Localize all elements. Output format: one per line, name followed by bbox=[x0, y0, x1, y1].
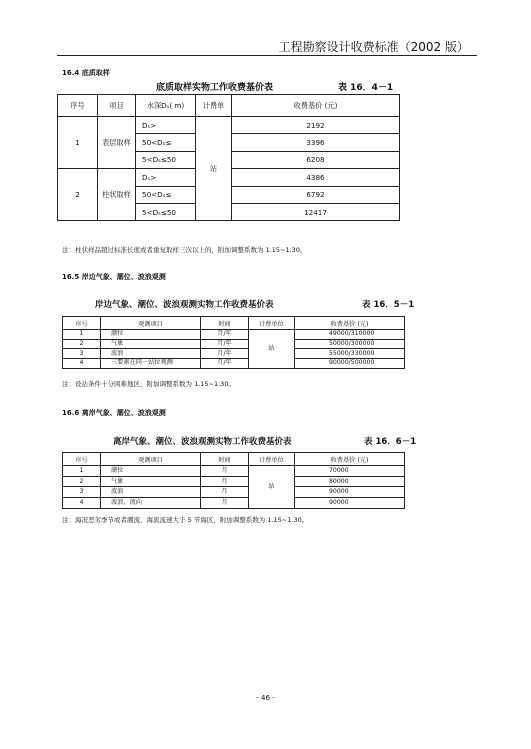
table-header-row bbox=[63, 317, 405, 330]
table-row bbox=[58, 117, 400, 134]
row-item: 波浪 bbox=[101, 487, 201, 498]
base-fee: 90000/500000 bbox=[295, 359, 405, 369]
table-row bbox=[63, 349, 405, 359]
page-number: - 46 - bbox=[256, 694, 275, 702]
table-caption-16-5: 岸边气象、潮位、波浪观测实物工作收费基价表 bbox=[95, 300, 274, 310]
table-number-16-5: 表 16．5－1 bbox=[362, 300, 415, 310]
row-time: 月 bbox=[201, 476, 249, 487]
table-16-4 bbox=[57, 94, 400, 221]
base-fee: 12417 bbox=[232, 203, 400, 220]
table-header-row bbox=[63, 453, 405, 466]
depth-range: 50<Dₛ≤ bbox=[136, 186, 196, 203]
base-fee: 2192 bbox=[232, 117, 400, 134]
column-header: 时间 bbox=[201, 453, 249, 466]
table-row bbox=[63, 466, 405, 477]
row-item: 气象 bbox=[101, 476, 201, 487]
row-number: 1 bbox=[63, 330, 101, 340]
table-caption-16-6: 离岸气象、潮位、波浪观测实物工作收费基价表 bbox=[113, 437, 292, 447]
row-time: 月 bbox=[201, 466, 249, 477]
column-header: 计费单位 bbox=[249, 453, 295, 466]
table-row bbox=[63, 476, 405, 487]
row-item: 表层取样 bbox=[98, 117, 136, 169]
table-number-16-4: 表 16．4－1 bbox=[338, 83, 394, 93]
column-header: 序号 bbox=[63, 317, 101, 330]
row-number: 1 bbox=[58, 117, 98, 169]
row-item: 波浪 bbox=[101, 349, 201, 359]
base-fee: 70000 bbox=[295, 466, 405, 477]
column-header: 序号 bbox=[63, 453, 101, 466]
depth-range: 50<Dₛ≤ bbox=[136, 134, 196, 151]
base-fee: 90000 bbox=[295, 487, 405, 498]
base-fee: 55000/330000 bbox=[295, 349, 405, 359]
row-item: 气象 bbox=[101, 339, 201, 349]
column-header: 时间 bbox=[201, 317, 249, 330]
section-heading-16-5: 16.5 岸边气象、潮位、波浪观测 bbox=[62, 273, 166, 281]
table-row bbox=[63, 339, 405, 349]
base-fee: 49000/310000 bbox=[295, 330, 405, 340]
page-header-title: 工程勘察设计收费标准（2002 版） bbox=[278, 40, 469, 54]
header-divider bbox=[57, 55, 477, 56]
row-number: 4 bbox=[63, 498, 101, 509]
base-fee: 3396 bbox=[232, 134, 400, 151]
row-number: 2 bbox=[63, 476, 101, 487]
table-16-6 bbox=[62, 452, 405, 509]
column-header: 收费基价 (元) bbox=[295, 453, 405, 466]
base-fee: 6792 bbox=[232, 186, 400, 203]
column-header: 序号 bbox=[58, 95, 98, 117]
row-number: 3 bbox=[63, 487, 101, 498]
row-time: 月/年 bbox=[201, 330, 249, 340]
table-header-row bbox=[58, 95, 400, 117]
row-time: 月/年 bbox=[201, 339, 249, 349]
section-heading-16-6: 16.6 离岸气象、潮位、波浪观测 bbox=[62, 409, 166, 417]
table-caption-16-4: 底质取样实物工作收费基价表 bbox=[156, 83, 274, 93]
billing-unit: 站 bbox=[196, 117, 232, 221]
column-header: 观测项目 bbox=[101, 317, 201, 330]
table-16-5 bbox=[62, 316, 405, 369]
column-header: 收费基价 (元) bbox=[295, 317, 405, 330]
table-row bbox=[63, 330, 405, 340]
row-item: 柱状取样 bbox=[98, 169, 136, 221]
column-header: 水深Dₛ( m) bbox=[136, 95, 196, 117]
table-note-16-4: 注：柱状样品超过标准长度或者重复取样三次以上的，附加调整系数为 1.15~1.30。 bbox=[62, 246, 307, 254]
billing-unit: 站 bbox=[249, 330, 295, 369]
base-fee: 80000 bbox=[295, 476, 405, 487]
row-number: 3 bbox=[63, 349, 101, 359]
table-number-16-6: 表 16．6－1 bbox=[364, 437, 417, 447]
row-item: 潮位 bbox=[101, 466, 201, 477]
row-number: 2 bbox=[58, 169, 98, 221]
base-fee: 50000/300000 bbox=[295, 339, 405, 349]
depth-range: Dₛ> bbox=[136, 117, 196, 134]
depth-range: 5<Dₛ≤50 bbox=[136, 151, 196, 168]
section-heading-16-4: 16.4 底质取样 bbox=[62, 69, 110, 77]
table-row bbox=[63, 498, 405, 509]
column-header: 观测项目 bbox=[101, 453, 201, 466]
table-row bbox=[63, 487, 405, 498]
row-time: 月 bbox=[201, 487, 249, 498]
row-number: 4 bbox=[63, 359, 101, 369]
column-header: 计费单 bbox=[196, 95, 232, 117]
row-number: 2 bbox=[63, 339, 101, 349]
depth-range: Dₛ> bbox=[136, 169, 196, 186]
column-header: 项目 bbox=[98, 95, 136, 117]
row-time: 月/年 bbox=[201, 349, 249, 359]
column-header: 收费基价 (元) bbox=[232, 95, 400, 117]
base-fee: 90000 bbox=[295, 498, 405, 509]
row-number: 1 bbox=[63, 466, 101, 477]
table-note-16-5: 注：设站条件十分困难地区，附加调整系数为 1.15~1.30。 bbox=[62, 380, 235, 388]
row-item: 波浪、流向 bbox=[101, 498, 201, 509]
table-note-16-6: 注：海况恶劣季节或者潮流、海流流速大于 5 节海区，附加调整系数为 1.15~1.30。 bbox=[62, 516, 309, 524]
depth-range: 5<Dₛ≤50 bbox=[136, 203, 196, 220]
row-item: 三要素在同一站位观测 bbox=[101, 359, 201, 369]
base-fee: 4386 bbox=[232, 169, 400, 186]
base-fee: 6208 bbox=[232, 151, 400, 168]
row-time: 月/年 bbox=[201, 359, 249, 369]
row-item: 潮位 bbox=[101, 330, 201, 340]
billing-unit: 站 bbox=[249, 466, 295, 509]
table-row bbox=[63, 359, 405, 369]
row-time: 月 bbox=[201, 498, 249, 509]
column-header: 计费单位 bbox=[249, 317, 295, 330]
